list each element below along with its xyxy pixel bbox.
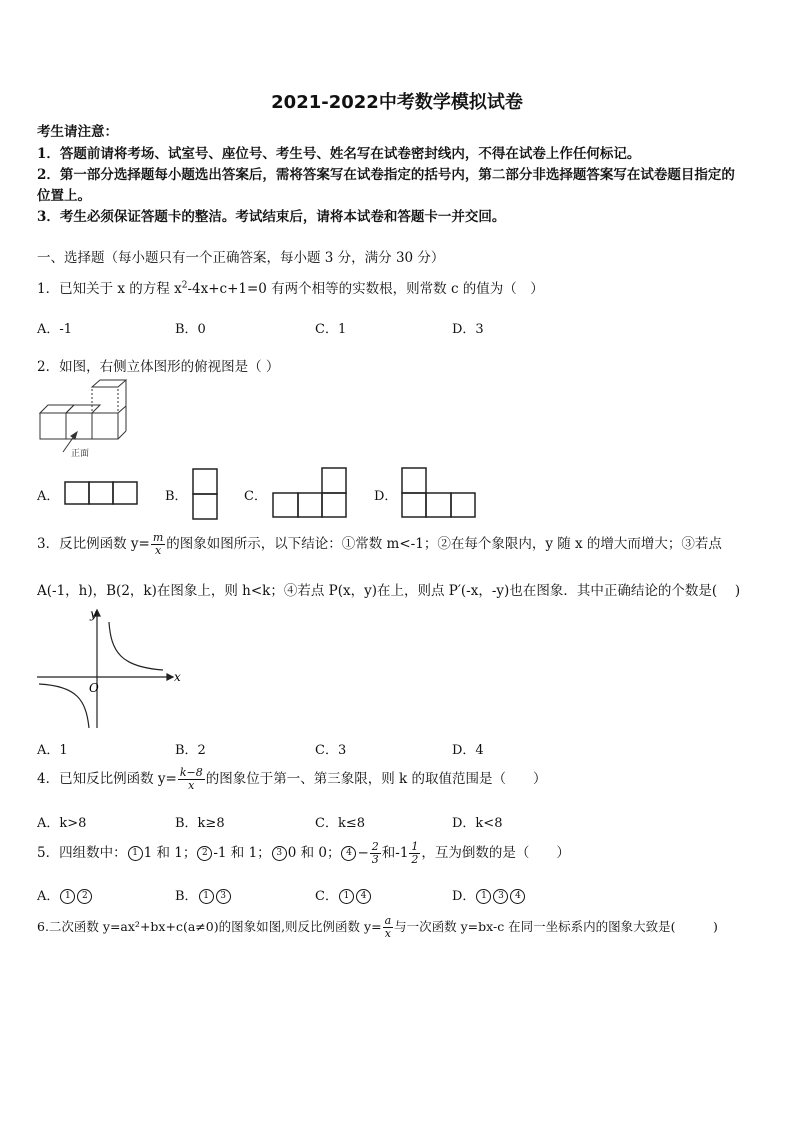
q1-option-d[interactable]: D．3 <box>452 322 484 337</box>
q4-frac-num: k−8 <box>179 766 203 779</box>
q1-option-a[interactable]: A．-1 <box>37 322 73 337</box>
q5-post: ，互为倒数的是（ ） <box>421 845 570 861</box>
q1-pre: 1．已知关于 x 的方程 x <box>37 281 182 297</box>
circled-1: 1 <box>128 846 143 861</box>
q6-post: 与一次函数 y=bx-c 在同一坐标系内的图象大致是( ) <box>394 919 718 934</box>
q6-frac-num: a <box>384 914 392 927</box>
q3-pre: 3．反比例函数 y= <box>37 536 150 552</box>
q1-sup: 2 <box>181 280 188 291</box>
page-title: 2021-2022中考数学模拟试卷 <box>271 92 523 113</box>
q5-minus: − <box>357 845 369 861</box>
q5-d-label: D． <box>452 889 476 904</box>
q1-option-b[interactable]: B．0 <box>175 322 206 337</box>
notice-item-2: 2．第一部分选择题每小题选出答案后，需将答案写在试卷指定的括号内，第二部分非选择题答案写在试卷题目指定的 <box>37 167 735 183</box>
q5-fraction-2 <box>409 841 420 866</box>
front-label: 正面 <box>71 448 90 458</box>
circled-2: 2 <box>197 846 212 861</box>
q4-option-c[interactable]: C．k≤8 <box>315 816 365 831</box>
q2-option-c[interactable]: C． <box>244 489 267 504</box>
q5-part3: 0 和 0； <box>287 845 341 861</box>
question-1 <box>37 277 544 297</box>
q4-pre: 4．已知反比例函数 y= <box>37 771 177 787</box>
q6-fraction <box>383 915 394 940</box>
q5-option-d[interactable] <box>452 885 526 904</box>
q3-frac-den: x <box>154 544 162 557</box>
q5-option-b[interactable] <box>175 885 232 904</box>
q1-post: -4x+c+1=0 有两个相等的实数根，则常数 c 的值为（ ） <box>187 281 544 297</box>
question-5 <box>37 841 570 866</box>
q3-frac-num: m <box>152 531 164 544</box>
notice-item-2-cont: 位置上。 <box>37 188 91 204</box>
q4-fraction <box>178 767 205 792</box>
q5-f2-den: 2 <box>411 853 419 866</box>
q4-option-a[interactable]: A．k>8 <box>37 816 87 831</box>
q5-f2-num: 1 <box>411 840 419 853</box>
question-6 <box>37 915 718 940</box>
q5-a-label: A． <box>37 889 60 904</box>
q3-option-a[interactable]: A．1 <box>37 743 68 758</box>
notice-heading: 考生请注意： <box>37 124 118 140</box>
q5-a-circle-1: 1 <box>60 889 75 904</box>
notice-item-3: 3．考生必须保证答题卡的整洁。考试结束后，请将本试卷和答题卡一并交回。 <box>37 209 506 225</box>
q2-option-a-figure[interactable] <box>64 481 138 505</box>
q6-pre: 6.二次函数 y=ax²+bx+c(a≠0)的图象如图,则反比例函数 y= <box>37 919 382 934</box>
q5-fraction-1 <box>370 841 381 866</box>
circled-4: 4 <box>341 846 356 861</box>
q5-and: 和-1 <box>381 845 409 861</box>
q2-option-b-figure[interactable] <box>192 468 218 520</box>
q5-c-circle-1: 1 <box>339 889 354 904</box>
q5-f1-den: 3 <box>371 853 379 866</box>
question-2: 2．如图，右侧立体图形的俯视图是（ ） <box>37 359 280 375</box>
q3-option-d[interactable]: D．4 <box>452 743 484 758</box>
graph-y-label: y <box>90 607 97 621</box>
q4-frac-den: x <box>188 779 195 792</box>
q5-b-circle-2: 3 <box>216 889 231 904</box>
graph-origin-label: O <box>89 681 99 695</box>
q3-option-c[interactable]: C．3 <box>315 743 347 758</box>
q4-option-b[interactable]: B．k≥8 <box>175 816 225 831</box>
q1-option-c[interactable]: C．1 <box>315 322 347 337</box>
q5-part1: 1 和 1； <box>143 845 197 861</box>
q2-option-b[interactable]: B． <box>165 489 188 504</box>
section-heading: 一、选择题（每小题只有一个正确答案，每小题 3 分，满分 30 分） <box>37 250 445 266</box>
q4-post: 的图象位于第一、第三象限，则 k 的取值范围是（ ） <box>205 771 547 787</box>
q5-b-label: B． <box>175 889 198 904</box>
q5-d-circle-1: 1 <box>476 889 491 904</box>
q6-frac-den: x <box>384 927 391 940</box>
q2-option-a[interactable]: A． <box>37 489 60 504</box>
question-4 <box>37 767 546 792</box>
q5-option-c[interactable] <box>315 885 372 904</box>
circled-3: 3 <box>272 846 287 861</box>
question-3-line2: A(-1，h)，B(2，k)在图象上，则 h<k；④若点 P(x，y)在上，则点 P′(-x，-y)也在图象．其中正确结论的个数是( ) <box>37 583 741 599</box>
q2-option-d-figure[interactable] <box>401 467 477 519</box>
q5-part2: -1 和 1； <box>213 845 271 861</box>
q5-d-circle-3: 4 <box>510 889 525 904</box>
q3-post: 的图象如图所示，以下结论：①常数 m<-1；②在每个象限内，y 随 x 的增大而增大；③若点 <box>166 536 722 552</box>
solid-figure <box>35 380 145 460</box>
question-3 <box>37 532 722 557</box>
q5-b-circle-1: 1 <box>199 889 214 904</box>
q5-d-circle-2: 3 <box>493 889 508 904</box>
q4-option-d[interactable]: D．k<8 <box>452 816 503 831</box>
q3-graph <box>37 604 187 732</box>
q5-option-a[interactable] <box>37 885 93 904</box>
q3-option-b[interactable]: B．2 <box>175 743 206 758</box>
notice-item-1: 1．答题前请将考场、试室号、座位号、考生号、姓名写在试卷密封线内，不得在试卷上作任何标记。 <box>37 146 641 162</box>
q5-f1-num: 2 <box>371 840 379 853</box>
q5-c-circle-2: 4 <box>356 889 371 904</box>
q5-a-circle-2: 2 <box>77 889 92 904</box>
q5-pre: 5．四组数中： <box>37 845 127 861</box>
q5-c-label: C． <box>315 889 338 904</box>
graph-x-label: x <box>174 670 181 684</box>
q2-option-d[interactable]: D． <box>374 489 398 504</box>
q3-fraction <box>151 532 165 557</box>
q2-option-c-figure[interactable] <box>272 467 348 519</box>
